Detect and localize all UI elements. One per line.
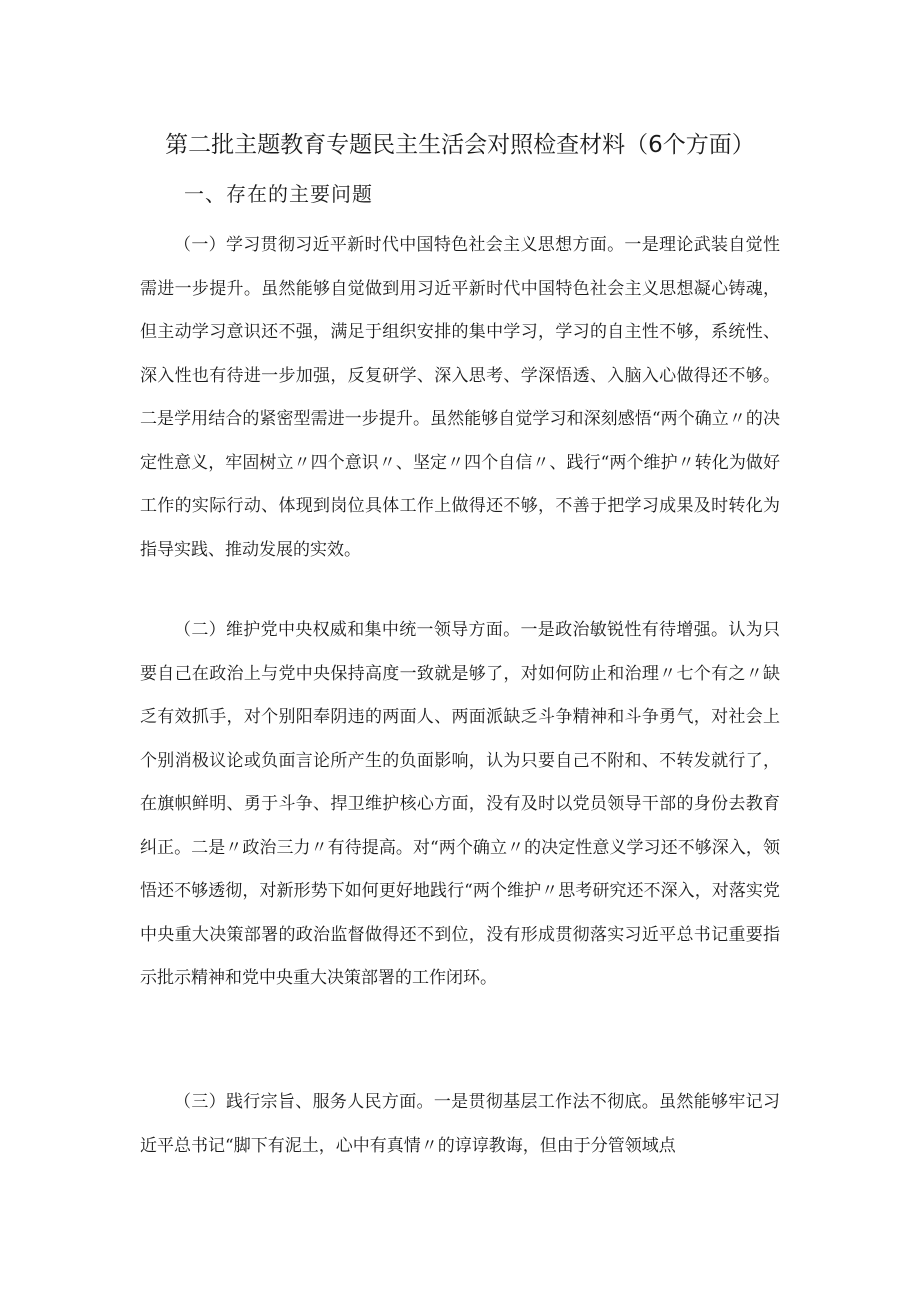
paragraph-study: （一）学习贯彻习近平新时代中国特色社会主义思想方面。一是理论武装自觉性需进一步提升。虽然能够自觉做到用习近平新时代中国特色社会主义思想凝心铸魂，但主动学习意识还不强，满足于组织安排的集中学习，学习的自主性不够，系统性、深入性也有待进一步加强，反复研学、深入思考、学深悟透、入脑入心做得还不够。二是学用结合的紧密型需进一步提升。虽然能够自觉学习和深刻感悟“两个确立〃的决定性意义，牢固树立〃四个意识〃、坚定〃四个自信〃、践行“两个维护〃转化为做好工作的实际行动、体现到岗位具体工作上做得还不够，不善于把学习成果及时转化为指导实践、推动发展的实效。 (140, 235, 780, 560)
document-title: 第二批主题教育专题民主生活会对照检查材料（6个方面） (165, 132, 755, 158)
paragraph-service: （三）践行宗旨、服务人民方面。一是贯彻基层工作法不彻底。虽然能够牢记习近平总书记“脚下有泥土，心中有真情〃的谆谆教诲，但由于分管领域点 (140, 1092, 780, 1156)
section-heading: 一、存在的主要问题 (184, 182, 373, 206)
paragraph-authority: （二）维护党中央权威和集中统一领导方面。一是政治敏锐性有待增强。认为只要自己在政治上与党中央保持高度一致就是够了，对如何防止和治理〃七个有之〃缺乏有效抓手，对个别阳奉阴违的两面人、两面派缺乏斗争精神和斗争勇气，对社会上个别消极议论或负面言论所产生的负面影响，认为只要自己不附和、不转发就行了，在旗帜鲜明、勇于斗争、捍卫维护核心方面，没有及时以党员领导干部的身份去教育纠正。二是〃政治三力〃有待提高。对“两个确立〃的决定性意义学习还不够深入，领悟还不够透彻，对新形势下如何更好地践行“两个维护〃思考研究还不深入，对落实党中央重大决策部署的政治监督做得还不到位，没有形成贯彻落实习近平总书记重要指示批示精神和党中央重大决策部署的工作闭环。 (140, 620, 780, 988)
